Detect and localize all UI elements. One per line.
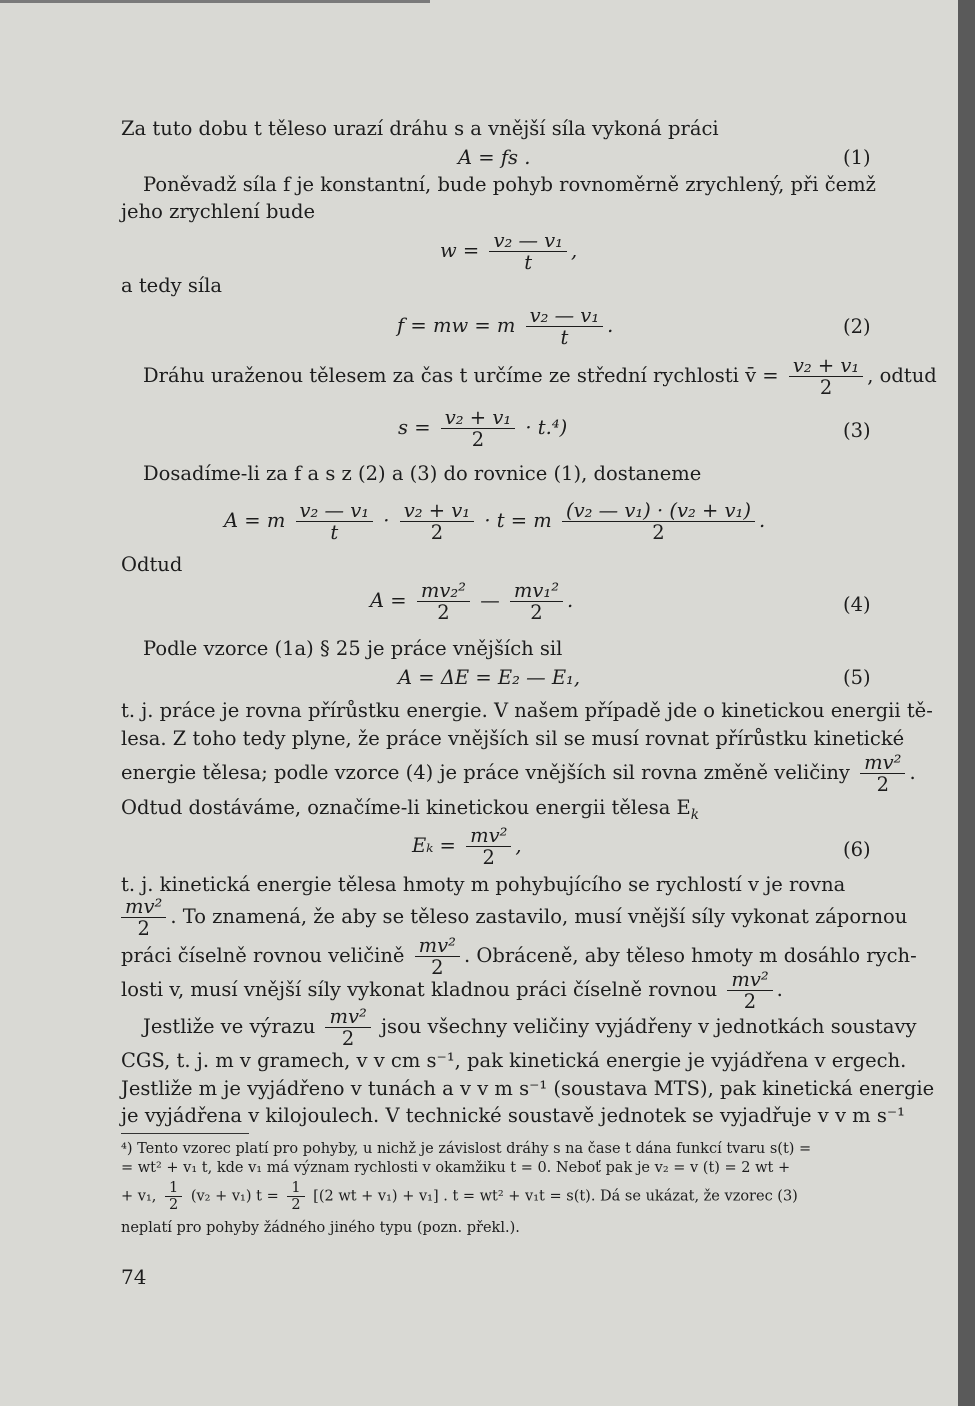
text-line: Dráhu uraženou tělesem za čas t určíme ze střední rychlosti v̄ = $\frac{\text{v₂ + v₁}}{2}$ , odtud	[143, 354, 937, 399]
equation-number: (2)	[843, 315, 871, 338]
page-number: 74	[121, 1265, 147, 1289]
fraction: $\frac{\text{v₂ — v₁}}{t}$	[296, 500, 374, 543]
fraction: $\frac{\text{mv₁²}}{2}$	[510, 580, 563, 623]
fraction: $\frac{\text{mv²}}{2}$	[415, 935, 460, 978]
text-line: lesa. Z toho tedy plyne, že práce vnějších sil se musí rovnat přírůstku kinetické	[121, 727, 905, 750]
footnote-line: = wt² + v₁ t, kde v₁ má význam rychlosti v okamžiku t = 0. Neboť pak je v₂ = v (t) = 2 wt +	[121, 1160, 791, 1176]
page-edge-shadow	[958, 0, 975, 1406]
equation-1: A = fs .	[458, 146, 531, 169]
equation-2: f = mw = m $\frac{\text{v₂ — v₁}}{t}$ .	[397, 304, 614, 349]
text-line: je vyjádřena v kilojoulech. V technické soustavě jednotek se vyjadřuje v v m s⁻¹	[121, 1104, 905, 1127]
equation-5: A = ΔE = E₂ — E₁,	[398, 666, 581, 689]
equation-A: A = m $\frac{\text{v₂ — v₁}}{t}$ · $\frac{\text{v₂ + v₁}}{2}$ · t = m $\frac{\text{(v₂ — v₁) · (v₂ + v₁)}}{2}$ .	[224, 499, 766, 544]
equation-number: (4)	[843, 593, 871, 616]
text-line: Odtud dostáváme, označíme-li kinetickou energii tělesa $E_k$	[121, 796, 700, 823]
fraction: $\frac{\text{mv²}}{2}$	[121, 896, 166, 939]
equation-number: (6)	[843, 838, 871, 861]
equation-number: (3)	[843, 419, 871, 442]
text-line: Odtud	[121, 553, 183, 576]
fraction: $\frac{1}{2}$	[165, 1180, 182, 1213]
fraction: $\frac{\text{mv²}}{2}$	[466, 825, 511, 868]
text-line: Za tuto dobu t těleso urazí dráhu s a vnější síla vykoná práci	[121, 117, 719, 140]
eq-lhs: w =	[440, 239, 480, 262]
equation-4: A = $\frac{\text{mv₂²}}{2}$ — $\frac{\text{mv₁²}}{2}$ .	[370, 579, 574, 624]
text-line: Jestliže m je vyjádřeno v tunách a v v m s⁻¹ (soustava MTS), pak kinetická energie	[121, 1077, 935, 1100]
equation-number: (5)	[843, 666, 871, 689]
fraction: $\frac{\text{v₂ — v₁}}{t}$	[526, 305, 604, 348]
text-line: CGS, t. j. m v gramech, v v cm s⁻¹, pak kinetická energie je vyjádřena v ergech.	[121, 1049, 907, 1072]
fraction: $\frac{\text{mv₂²}}{2}$	[417, 580, 470, 623]
footnote-line: ⁴) Tento vzorec platí pro pohyby, u nichž je závislost dráhy s na čase t dána funkcí tvaru s(t) =	[121, 1141, 812, 1157]
text-line: losti v, musí vnější síly vykonat kladnou práci číselně rovnou $\frac{\text{mv²}}{2}$ .	[121, 968, 783, 1013]
text-line: a tedy síla	[121, 274, 223, 297]
text-line: Poněvadž síla f je konstantní, bude pohyb rovnoměrně zrychlený, při čemž	[143, 173, 876, 196]
equation-number: (1)	[843, 146, 871, 169]
text-line: Podle vzorce (1a) § 25 je práce vnějších sil	[143, 637, 563, 660]
text-line: Jestliže ve výrazu $\frac{\text{mv²}}{2}$ jsou všechny veličiny vyjádřeny v jednotkách soustavy	[143, 1005, 917, 1050]
top-edge-line	[0, 0, 430, 3]
fraction: $\frac{\text{mv²}}{2}$	[325, 1006, 370, 1049]
fraction: $\frac{\text{v₂ + v₁}}{2}$	[441, 407, 515, 450]
footnote-divider	[121, 1133, 249, 1134]
text-line: energie tělesa; podle vzorce (4) je práce vnějších sil rovna změně veličiny $\frac{\text{mv²}}{2}$ .	[121, 751, 916, 796]
text-line: t. j. práce je rovna přírůstku energie. V našem případě jde o kinetickou energii tě-	[121, 699, 933, 722]
fraction: $\frac{\text{(v₂ — v₁) · (v₂ + v₁)}}{2}$	[562, 500, 755, 543]
fraction: $\frac{\text{v₂ — v₁}}{t}$	[489, 230, 567, 273]
equation-6: Eₖ = $\frac{\text{mv²}}{2}$ ,	[412, 824, 522, 869]
text-line: t. j. kinetická energie tělesa hmoty m pohybujícího se rychlostí v je rovna	[121, 873, 846, 896]
footnote-line: neplatí pro pohyby žádného jiného typu (pozn. překl.).	[121, 1220, 520, 1236]
text-line: jeho zrychlení bude	[121, 200, 316, 223]
text-line: Dosadíme-li za f a s z (2) a (3) do rovnice (1), dostaneme	[143, 462, 702, 485]
fraction: $\frac{1}{2}$	[287, 1180, 304, 1213]
fraction: $\frac{\text{v₂ + v₁}}{2}$	[400, 500, 474, 543]
text-line: práci číselně rovnou veličině $\frac{\text{mv²}}{2}$ . Obráceně, aby těleso hmoty m dosáhlo rych-	[121, 934, 917, 979]
fraction: $\frac{\text{mv²}}{2}$	[727, 969, 772, 1012]
equation-3: s = $\frac{\text{v₂ + v₁}}{2}$ · t.⁴)	[398, 406, 568, 451]
text-line: $\frac{\text{mv²}}{2}$ . To znamená, že aby se těleso zastavilo, musí vnější síly vykonat zápornou	[121, 896, 907, 939]
fraction: $\frac{\text{v₂ + v₁}}{2}$	[789, 355, 863, 398]
footnote-line: + v₁, $\frac{1}{2}$ (v₂ + v₁) t = $\frac{1}{2}$ [(2 wt + v₁) + v₁] . t = wt² + v₁t = s(t). Dá se ukázat, že vzorec (3)	[121, 1180, 798, 1213]
fraction: $\frac{\text{mv²}}{2}$	[860, 752, 905, 795]
equation-w: w = $\frac{\text{v₂ — v₁}}{t}$ ,	[440, 229, 578, 274]
